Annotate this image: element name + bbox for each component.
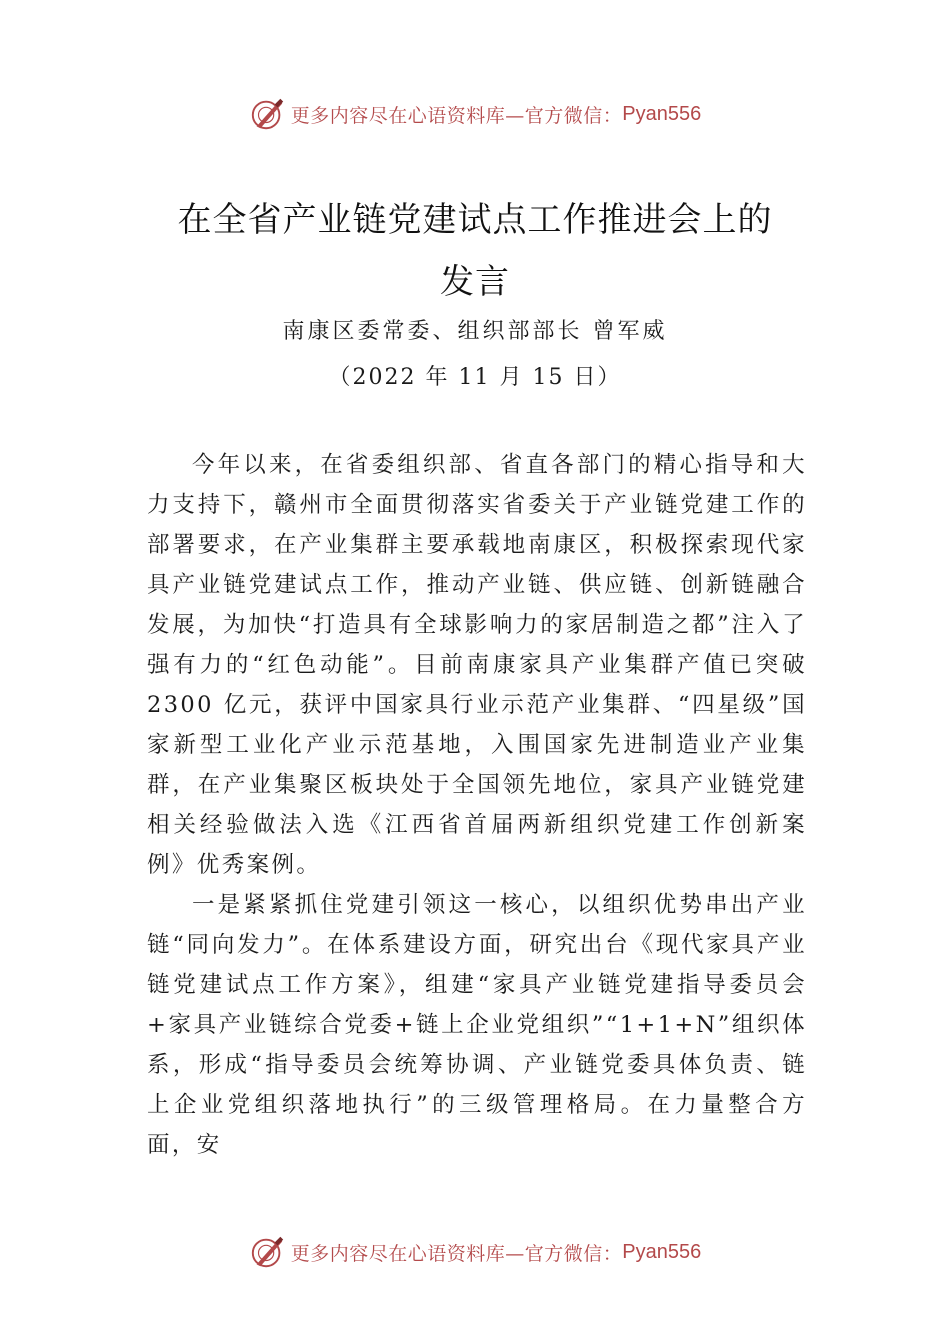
banner-text: 更多内容尽在心语资料库—官方微信： — [290, 104, 623, 127]
wechat-id: Pyan556 — [622, 102, 702, 125]
wechat-id: Pyan556 — [622, 1240, 702, 1263]
quill-pen-logo-icon — [249, 95, 287, 133]
date-line: （2022 年 11 月 15 日） — [328, 365, 622, 390]
document-title-line-1: 在全省产业链党建试点工作推进会上的 — [177, 200, 773, 240]
paragraph: 一是紧紧抓住党建引领这一核心，以组织优势串出产业链“同向发力”。在体系建设方面，研究出台《现代家具产业链党建试点工作方案》，组建“家具产业链党建指导委员会+家具产业链综合党委+链上企业党组织”“1+1+N”组织体系，形成“指导委员会统筹协调、产业链党委具体负责、链上企业党组织落地执行”的三级管理格局。在力量整合方面，安 — [147, 892, 807, 1158]
paragraph: 今年以来，在省委组织部、省直各部门的精心指导和大力支持下，赣州市全面贯彻落实省委关于产业链党建工作的部署要求，在产业集群主要承载地南康区，积极探索现代家具产业链党建试点工作，推动产业链、供应链、创新链融合发展，为加快“打造具有全球影响力的家居制造之都”注入了强有力的“红色动能”。目前南康家具产业集群产值已突破 2300 亿元，获评中国家具行业示范产业集群、“四星级”国家新型工业化产业示范基地，入围国家先进制造业产业集群，在产业集聚区板块处于全国领先地位，家具产业链党建相关经验做法入选《江西省首届两新组织党建工作创新案例》优秀案例。 — [147, 452, 807, 878]
quill-pen-logo-icon — [249, 1233, 287, 1271]
document-body — [147, 445, 807, 1165]
document-title-line-2: 发言 — [440, 262, 510, 302]
footer-banner — [0, 1230, 950, 1274]
author-line: 南康区委常委、组织部部长 曾军威 — [282, 319, 668, 344]
banner-text: 更多内容尽在心语资料库—官方微信： — [290, 1242, 623, 1265]
header-banner — [0, 92, 950, 136]
